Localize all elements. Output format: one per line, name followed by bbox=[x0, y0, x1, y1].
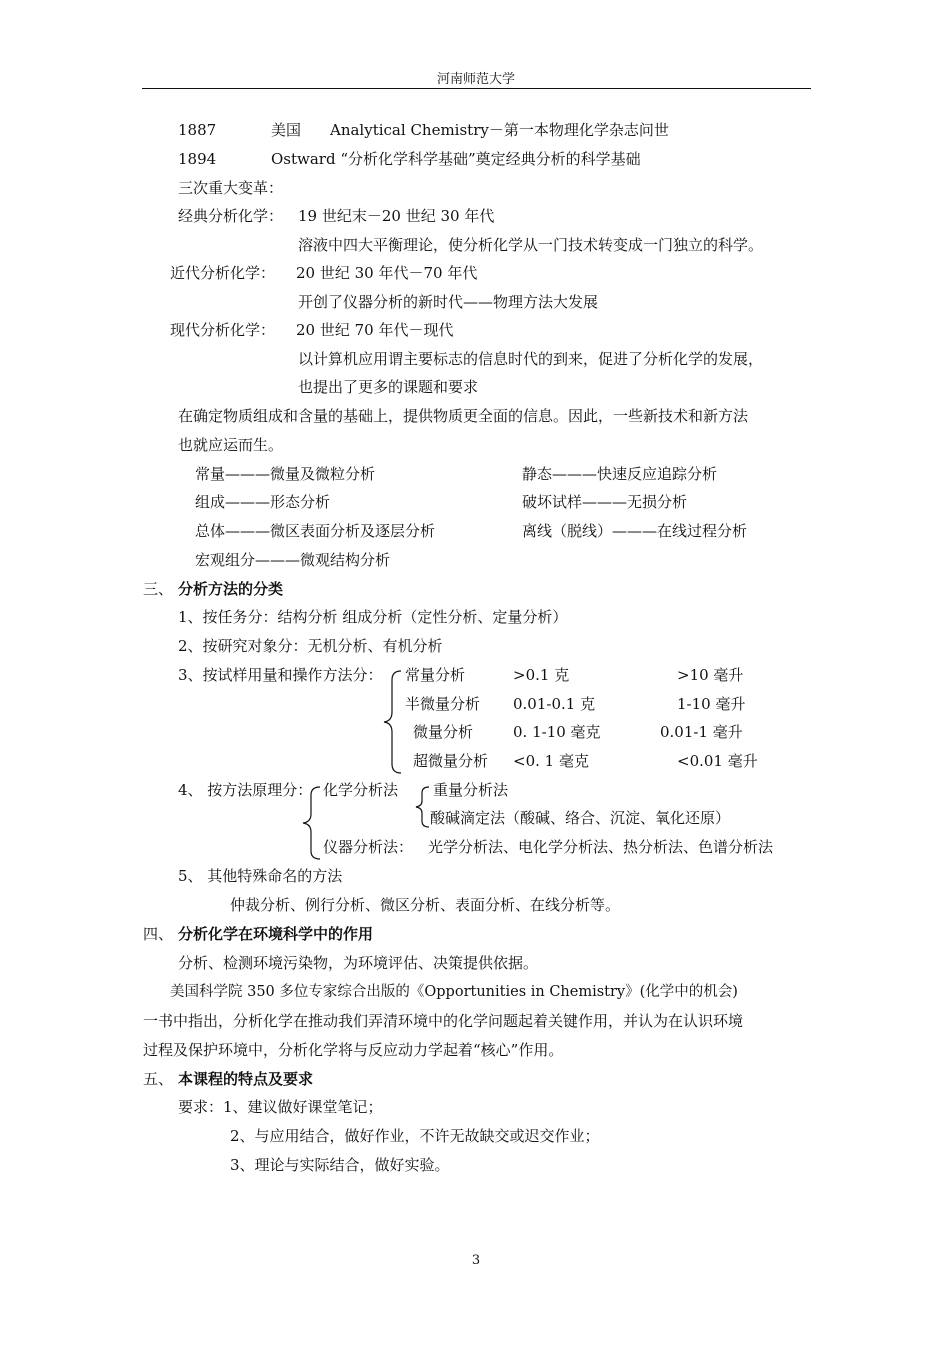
summary-line-1: 在确定物质组成和含量的基础上，提供物质更全面的信息。因此，一些新技术和新方法 bbox=[178, 407, 749, 425]
trend-left-4: 宏观组分———微观结构分析 bbox=[195, 551, 391, 569]
history-1894-year: 1894 bbox=[178, 150, 217, 168]
requirement-2: 2、与应用结合，做好作业，不许无故缺交或迟交作业； bbox=[230, 1127, 600, 1145]
sample-row-3-name: 微量分析 bbox=[413, 723, 474, 741]
trend-right-3: 离线（脱线）———在线过程分析 bbox=[522, 522, 748, 540]
chem-sub-2: 酸碱滴定法（酸碱、络合、沉淀、氧化还原） bbox=[430, 809, 731, 827]
sample-row-4-volume: <0.01 毫升 bbox=[677, 752, 758, 770]
classical-period: 19 世纪末－20 世纪 30 年代 bbox=[298, 207, 495, 225]
contemporary-label: 现代分析化学： bbox=[170, 321, 276, 339]
revolutions-title: 三次重大变革： bbox=[178, 179, 284, 197]
sample-row-2-mass: 0.01-0.1 克 bbox=[513, 695, 596, 713]
sample-row-3-mass: 0. 1-10 毫克 bbox=[513, 723, 601, 741]
section3-item-5: 5、 其他特殊命名的方法 bbox=[178, 867, 343, 885]
trend-left-2: 组成———形态分析 bbox=[195, 493, 331, 511]
contemporary-desc-2: 也提出了更多的课题和要求 bbox=[298, 378, 479, 396]
sample-row-2-name: 半微量分析 bbox=[405, 695, 481, 713]
modern-desc: 开创了仪器分析的新时代——物理方法大发展 bbox=[298, 293, 599, 311]
section4-number: 四、 bbox=[143, 925, 174, 943]
section4-line-1: 分析、检测环境污染物，为环境评估、决策提供依据。 bbox=[178, 954, 539, 972]
section4-line-3: 一书中指出，分析化学在推动我们弄清环境中的化学问题起着关键作用，并认为在认识环境 bbox=[143, 1012, 744, 1030]
history-1887-country: 美国 bbox=[271, 121, 302, 139]
trend-right-2: 破坏试样———无损分析 bbox=[522, 493, 688, 511]
section3-item-2: 2、按研究对象分：无机分析、有机分析 bbox=[178, 637, 443, 655]
sample-row-4-mass: <0. 1 毫克 bbox=[513, 752, 589, 770]
chem-sub-1: 重量分析法 bbox=[433, 781, 509, 799]
section3-item-5-desc: 仲裁分析、例行分析、微区分析、表面分析、在线分析等。 bbox=[230, 896, 621, 914]
section4-heading: 分析化学在环境科学中的作用 bbox=[178, 925, 374, 943]
section4-line-2: 美国科学院 350 多位专家综合出版的《Opportunities in Chemistry》(化学中的机会) bbox=[170, 984, 738, 1000]
requirement-3: 3、理论与实际结合，做好实验。 bbox=[230, 1156, 450, 1174]
header-rule bbox=[142, 88, 811, 89]
section3-number: 三、 bbox=[143, 580, 174, 598]
inst-analysis-label: 仪器分析法： bbox=[323, 838, 414, 856]
modern-period: 20 世纪 30 年代－70 年代 bbox=[296, 264, 478, 282]
chem-analysis-label: 化学分析法 bbox=[323, 781, 399, 799]
sample-row-1-name: 常量分析 bbox=[405, 666, 466, 684]
sample-row-1-volume: >10 毫升 bbox=[677, 666, 744, 684]
modern-label: 近代分析化学： bbox=[170, 264, 276, 282]
summary-line-2: 也就应运而生。 bbox=[178, 436, 284, 454]
sample-row-1-mass: >0.1 克 bbox=[513, 666, 570, 684]
section5-number: 五、 bbox=[143, 1070, 174, 1088]
contemporary-desc-1: 以计算机应用谓主要标志的信息时代的到来，促进了分析化学的发展， bbox=[298, 350, 764, 368]
trend-left-1: 常量———微量及微粒分析 bbox=[195, 465, 376, 483]
sample-row-2-volume: 1-10 毫升 bbox=[677, 695, 746, 713]
classical-label: 经典分析化学： bbox=[178, 207, 284, 225]
section3-item-4: 4、 按方法原理分： bbox=[178, 781, 313, 799]
section3-heading: 分析方法的分类 bbox=[178, 580, 284, 598]
contemporary-period: 20 世纪 70 年代－现代 bbox=[296, 321, 454, 339]
page-header: 河南师范大学 bbox=[436, 72, 515, 87]
section3-item-1: 1、按任务分：结构分析 组成分析（定性分析、定量分析） bbox=[178, 608, 568, 626]
trend-right-1: 静态———快速反应追踪分析 bbox=[522, 465, 718, 483]
sample-row-4-name: 超微量分析 bbox=[413, 752, 489, 770]
section5-heading: 本课程的特点及要求 bbox=[178, 1070, 314, 1088]
section4-line-4: 过程及保护环境中，分析化学将与反应动力学起着“核心”作用。 bbox=[143, 1041, 564, 1059]
trend-left-3: 总体———微区表面分析及逐层分析 bbox=[195, 522, 436, 540]
history-1894-text: Ostward “分析化学科学基础”奠定经典分析的科学基础 bbox=[271, 150, 641, 168]
sample-row-3-volume: 0.01-1 毫升 bbox=[660, 723, 743, 741]
history-1887-year: 1887 bbox=[178, 121, 217, 139]
chem-brace bbox=[413, 784, 431, 830]
history-1887-text: Analytical Chemistry－第一本物理化学杂志问世 bbox=[330, 121, 669, 139]
method-brace bbox=[300, 784, 322, 862]
sample-brace bbox=[381, 668, 403, 776]
section3-item-3: 3、按试样用量和操作方法分： bbox=[178, 666, 383, 684]
requirement-1: 要求：1、建议做好课堂笔记； bbox=[178, 1098, 383, 1116]
inst-analysis-desc: 光学分析法、电化学分析法、热分析法、色谱分析法 bbox=[428, 838, 774, 856]
page-number: 3 bbox=[471, 1253, 481, 1268]
classical-desc: 溶液中四大平衡理论，使分析化学从一门技术转变成一门独立的科学。 bbox=[298, 236, 764, 254]
